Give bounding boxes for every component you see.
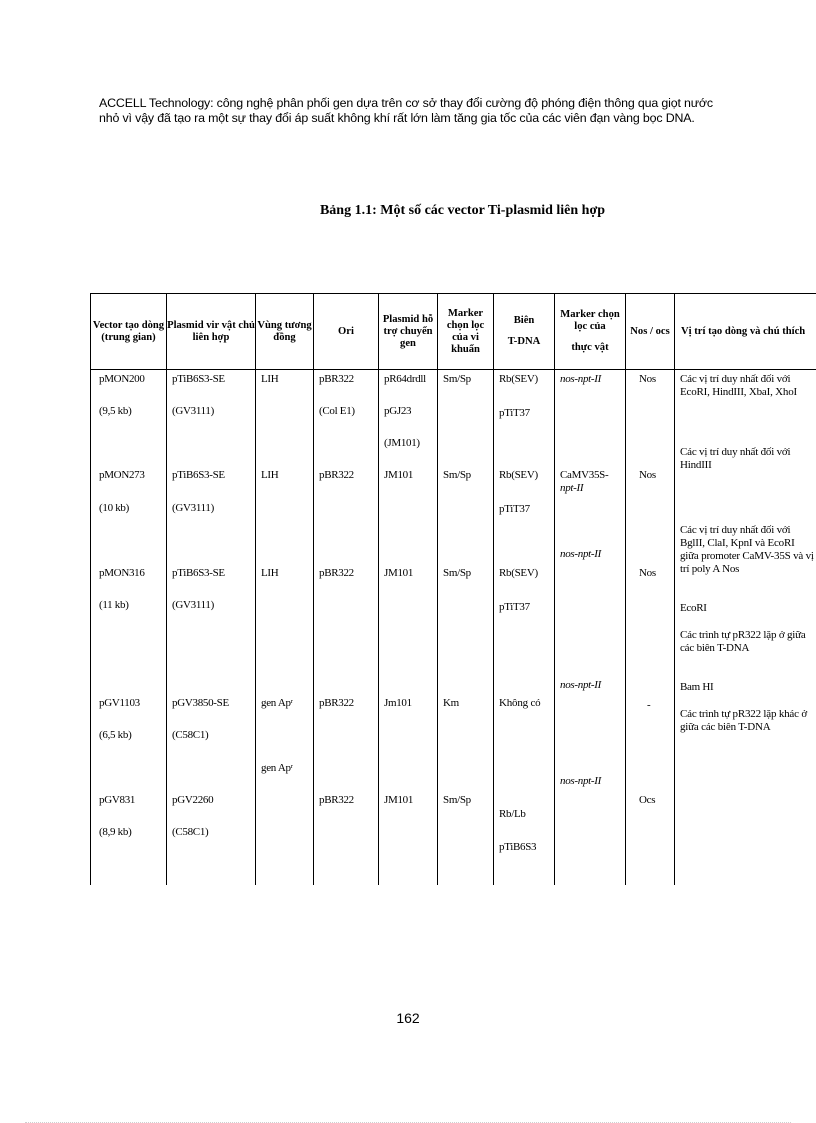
- ori-pgv831: pBR322: [319, 794, 354, 806]
- border-pgv831: Rb/Lb: [499, 808, 526, 820]
- homology-pgv831: gen Apʳ: [261, 762, 293, 774]
- border-pmon273-2: pTiT37: [499, 503, 530, 515]
- plasmid-pmon316-note: (GV3111): [172, 599, 214, 611]
- header-homology: Vùng tương đồng: [256, 294, 314, 370]
- sites-pgv1103: Bam HI: [680, 681, 714, 693]
- homology-pmon273: LIH: [261, 469, 279, 481]
- intro-paragraph: ACCELL Technology: công nghệ phân phối gen dựa trên cơ sở thay đổi cường độ phóng điện thông qua giọt nước nhỏ vì vậy đã tạo ra một sự thay đổi áp suất không khí rất lớn làm tăng gia tốc của các viên đạn vàng bọc DNA.: [99, 96, 713, 125]
- plasmid-pmon200: pTiB6S3-SE: [172, 373, 225, 385]
- table-caption: Bảng 1.1: Một số các vector Ti-plasmid liên hợp: [319, 203, 606, 218]
- helper-pmon200-3: (JM101): [384, 437, 420, 449]
- nos-pgv1103: -: [647, 699, 651, 711]
- col-vector: [91, 370, 167, 886]
- plant-marker-pmon200: nos-npt-II: [560, 373, 601, 385]
- header-bacterial-marker: Marker chọn lọc của vi khuẩn: [438, 294, 494, 370]
- vector-pmon273-size: (10 kb): [99, 502, 129, 514]
- homology-pgv1103: gen Apʳ: [261, 697, 293, 709]
- header-plant-marker-bottom: thực vật: [571, 342, 609, 353]
- border-pmon273: Rb(SEV): [499, 469, 538, 481]
- vector-pgv831: pGV831: [99, 794, 136, 806]
- ocs-pgv831: Ocs: [639, 794, 656, 806]
- page-number: 162: [396, 1010, 420, 1026]
- helper-pmon200: pR64drdll: [384, 373, 426, 385]
- vector-pgv831-size: (8,9 kb): [99, 826, 132, 838]
- header-plant-marker: [555, 294, 626, 370]
- ori-pmon273: pBR322: [319, 469, 354, 481]
- border-pmon316: Rb(SEV): [499, 567, 538, 579]
- ori-pmon200-note: (Col E1): [319, 405, 355, 417]
- vector-pmon316: pMON316: [99, 567, 145, 579]
- vector-pmon316-size: (11 kb): [99, 599, 129, 611]
- border-pmon200: Rb(SEV): [499, 373, 538, 385]
- border-pmon316-2: pTiT37: [499, 601, 530, 613]
- plant-marker-pmon273: CaMV35S-: [560, 469, 609, 481]
- border-pgv1103: Không có: [499, 697, 541, 709]
- plasmid-pgv831: pGV2260: [172, 794, 214, 806]
- sites-pmon316-3: Các trình tự pR322 lặp ở giữa các biên T-DNA: [680, 629, 806, 654]
- header-nos-ocs: Nos / ocs: [626, 294, 675, 370]
- vector-table: [90, 293, 816, 885]
- plasmid-pgv1103-note: (C58C1): [172, 729, 209, 741]
- col-cloning-sites: [675, 370, 816, 886]
- sites-pmon316: Các vị trí duy nhất đối với BglII, ClaI, KpnI và EcoRI giữa promoter CaMV-35S và vị trí poly A Nos: [680, 524, 814, 575]
- plant-marker-pgv831: nos-npt-II: [560, 775, 601, 787]
- col-nos-ocs: [626, 370, 675, 886]
- plasmid-pmon273: pTiB6S3-SE: [172, 469, 225, 481]
- marker-pgv831: Sm/Sp: [443, 794, 471, 806]
- header-vector: Vector tạo dòng (trung gian): [91, 294, 167, 370]
- plasmid-pgv831-note: (C58C1): [172, 826, 209, 838]
- sites-pmon200: Các vị trí duy nhất đối với EcoRI, HindIII, XbaI, XhoI: [680, 373, 797, 398]
- nos-pmon200: Nos: [639, 373, 656, 385]
- ori-pgv1103: pBR322: [319, 697, 354, 709]
- marker-pmon200: Sm/Sp: [443, 373, 471, 385]
- header-helper-plasmid: Plasmid hỗ trợ chuyển gen: [379, 294, 438, 370]
- vector-pgv1103: pGV1103: [99, 697, 140, 709]
- plant-marker-pmon273-2: npt-II: [560, 482, 584, 494]
- col-plasmid-vir: [167, 370, 256, 886]
- helper-pmon316: JM101: [384, 567, 414, 579]
- vector-pgv1103-size: (6,5 kb): [99, 729, 132, 741]
- header-ori: Ori: [314, 294, 379, 370]
- plasmid-pmon273-note: (GV3111): [172, 502, 214, 514]
- nos-pmon273: Nos: [639, 469, 656, 481]
- col-homology: [256, 370, 314, 886]
- marker-pmon273: Sm/Sp: [443, 469, 471, 481]
- border-pmon200-2: pTiT37: [499, 407, 530, 419]
- table-body-row: [91, 370, 816, 886]
- header-cloning-sites: Vị trí tạo dòng và chú thích: [675, 294, 816, 370]
- vector-table-container: [90, 293, 816, 885]
- col-plant-marker: [555, 370, 626, 886]
- marker-pmon316: Sm/Sp: [443, 567, 471, 579]
- helper-pmon200-2: pGJ23: [384, 405, 412, 417]
- plasmid-pmon316: pTiB6S3-SE: [172, 567, 225, 579]
- header-plasmid-vir: Plasmid vir vật chủ liên hợp: [167, 294, 256, 370]
- header-border-top: Biên: [513, 315, 535, 326]
- col-border: [494, 370, 555, 886]
- plant-marker-pmon316: nos-npt-II: [560, 548, 601, 560]
- marker-pgv1103: Km: [443, 697, 459, 709]
- sites-pmon316-2: EcoRI: [680, 602, 707, 614]
- ori-pmon200: pBR322: [319, 373, 354, 385]
- vector-pmon200: pMON200: [99, 373, 145, 385]
- sites-pgv1103-2: Các trình tự pR322 lặp khác ở giữa các biên T-DNA: [680, 708, 807, 733]
- border-pgv831-2: pTiB6S3: [499, 841, 537, 853]
- ori-pmon316: pBR322: [319, 567, 354, 579]
- table-header-row: [91, 294, 816, 370]
- plant-marker-pgv1103: nos-npt-II: [560, 679, 601, 691]
- header-border-bottom: T-DNA: [507, 336, 541, 347]
- plasmid-pmon200-note: (GV3111): [172, 405, 214, 417]
- vector-pmon273: pMON273: [99, 469, 145, 481]
- helper-pmon273: JM101: [384, 469, 414, 481]
- header-plant-marker-top: Marker chọn lọc của: [560, 309, 620, 332]
- homology-pmon200: LIH: [261, 373, 279, 385]
- col-bacterial-marker: [438, 370, 494, 886]
- col-ori: [314, 370, 379, 886]
- helper-pgv1103: Jm101: [384, 697, 412, 709]
- helper-pgv831: JM101: [384, 794, 414, 806]
- plasmid-pgv1103: pGV3850-SE: [172, 697, 229, 709]
- header-border: [494, 294, 555, 370]
- nos-pmon316: Nos: [639, 567, 656, 579]
- col-helper-plasmid: [379, 370, 438, 886]
- sites-pmon273: Các vị trí duy nhất đối với HindIII: [680, 446, 791, 471]
- vector-pmon200-size: (9,5 kb): [99, 405, 132, 417]
- homology-pmon316: LIH: [261, 567, 279, 579]
